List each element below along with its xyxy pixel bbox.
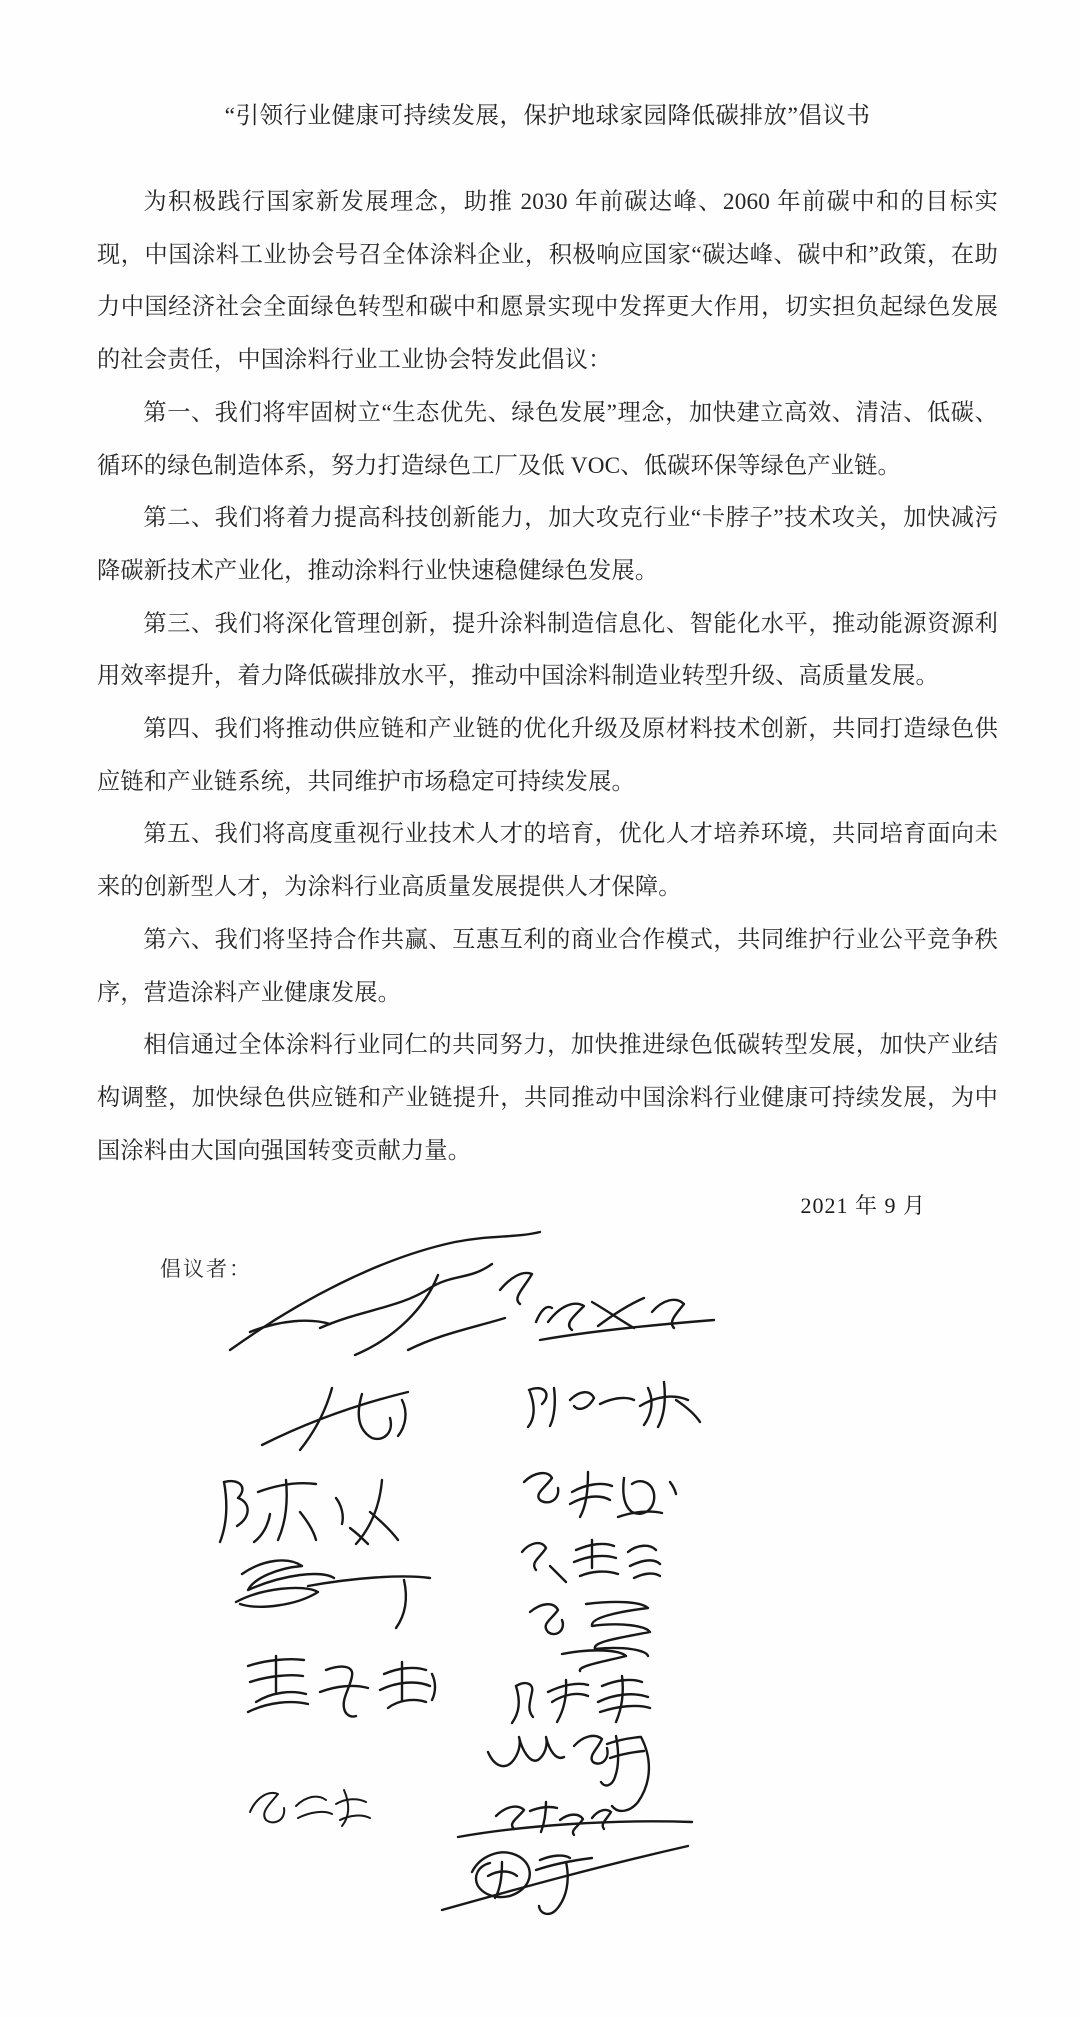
- signatures-layer: [0, 1230, 1080, 2017]
- signature-right-7: [488, 1736, 649, 1811]
- paragraph-item-1: 第一、我们将牢固树立“生态优先、绿色发展”理念，加快建立高效、清洁、低碳、循环的绿色制造体系，努力打造绿色工厂及低 VOC、低碳环保等绿色产业链。: [97, 399, 998, 479]
- document-date: 2021 年 9 月: [800, 1193, 926, 1219]
- signature-left-4: [236, 1560, 430, 1628]
- signature-right-6: [512, 1676, 650, 1723]
- signers-label: 倡议者：: [160, 1257, 252, 1281]
- signature-right-5: [530, 1602, 650, 1671]
- signature-right-9: [442, 1846, 688, 1914]
- signature-left-5: [248, 1656, 435, 1717]
- paragraph-intro: 为积极践行国家新发展理念，助推 2030 年前碳达峰、2060 年前碳中和的目标实现，中国涂料工业协会号召全体涂料企业，积极响应国家“碳达峰、碳中和”政策，在助力中国经济社会全面绿色转型和碳中和愿景实现中发挥更大作用，切实担负起绿色发展的社会责任，中国涂料行业工业协会特发此倡议：: [97, 189, 998, 374]
- signature-right-4: [522, 1540, 660, 1582]
- paragraph-item-6: 第六、我们将坚持合作共赢、互惠互利的商业合作模式，共同维护行业公平竞争秩序，营造涂料产业健康发展。: [97, 926, 998, 1006]
- signature-left-1: [230, 1232, 552, 1355]
- document-body: [97, 99, 998, 1221]
- signature-left-6: [250, 1790, 370, 1826]
- signature-right-1: [540, 1298, 714, 1340]
- paragraph-closing: 相信通过全体涂料行业同仁的共同努力，加快推进绿色低碳转型发展，加快产业结构调整，加快绿色供应链和产业链提升，共同推动中国涂料行业健康可持续发展，为中国涂料由大国向强国转变贡献力量。: [97, 1032, 998, 1164]
- signature-left-2: [262, 1388, 408, 1450]
- paragraph-item-3: 第三、我们将深化管理创新，提升涂料制造信息化、智能化水平，推动能源资源利用效率提升，着力降低碳排放水平，推动中国涂料制造业转型升级、高质量发展。: [97, 610, 998, 690]
- paragraph-item-2: 第二、我们将着力提高科技创新能力，加大攻克行业“卡脖子”技术攻关，加快减污降碳新技术产业化，推动涂料行业快速稳健绿色发展。: [97, 505, 998, 584]
- paragraph-item-4: 第四、我们将推动供应链和产业链的优化升级及原材料技术创新，共同打造绿色供应链和产业链系统，共同维护市场稳定可持续发展。: [97, 716, 998, 795]
- signature-right-8: [458, 1802, 692, 1837]
- paragraph-item-5: 第五、我们将高度重视行业技术人才的培育，优化人才培养环境，共同培育面向未来的创新型人才，为涂料行业高质量发展提供人才保障。: [97, 821, 998, 901]
- signature-left-3: [220, 1480, 398, 1544]
- document-title: “引领行业健康可持续发展，保护地球家园降低碳排放”倡议书: [224, 103, 871, 129]
- signature-right-2: [528, 1382, 700, 1427]
- signature-right-3: [524, 1472, 676, 1517]
